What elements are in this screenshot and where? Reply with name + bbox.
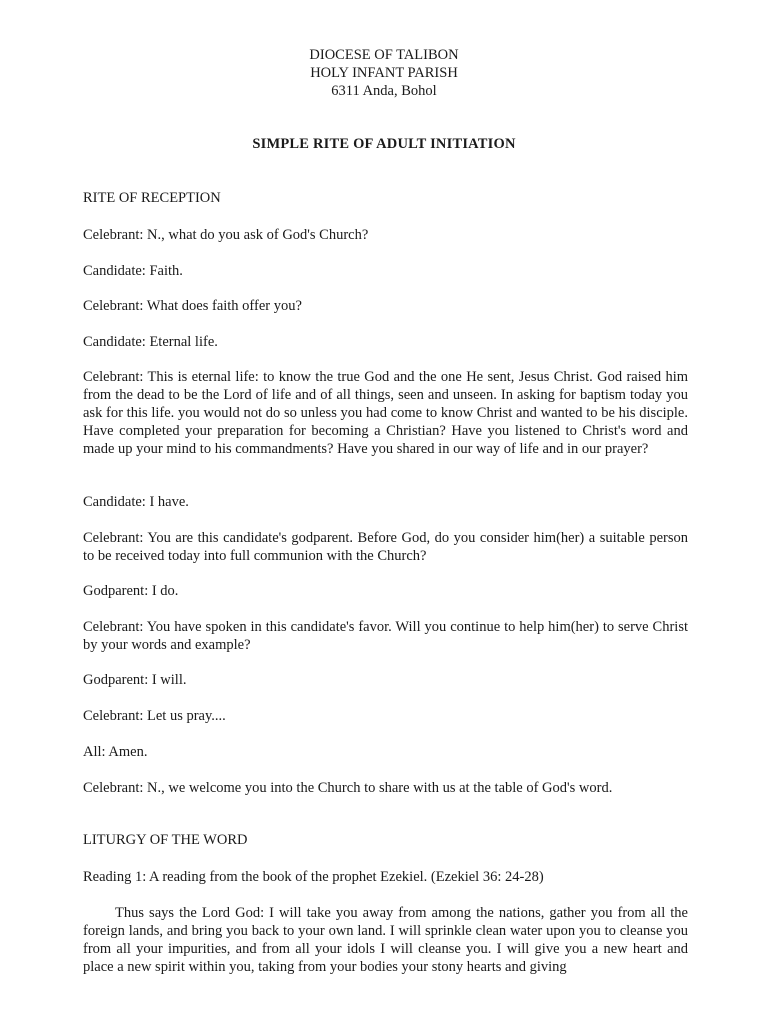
- dialogue-line: Celebrant: N., we welcome you into the Church to share with us at the table of God's word.: [83, 780, 613, 796]
- dialogue-line: Celebrant: N., what do you ask of God's Church?: [83, 227, 369, 243]
- document-title: SIMPLE RITE OF ADULT INITIATION: [252, 136, 516, 152]
- dialogue-paragraph: Celebrant: You are this candidate's godparent. Before God, do you consider him(her) a suitable person to be received today into full communion with the Church?: [83, 530, 688, 564]
- dialogue-line: Godparent: I will.: [83, 672, 187, 688]
- dialogue-line: Celebrant: What does faith offer you?: [83, 298, 302, 314]
- reading-citation: Reading 1: A reading from the book of the prophet Ezekiel. (Ezekiel 36: 24-28): [83, 869, 544, 885]
- dialogue-line: Candidate: Eternal life.: [83, 334, 218, 350]
- dialogue-paragraph: Celebrant: This is eternal life: to know the true God and the one He sent, Jesus Christ. God raised him from the dead to be the Lord of life and of all things, seen and unseen. In asking for baptism today you ask for this life. you would not do so unless you had come to know Christ and wanted to be his disciple. Have completed your preparation for becoming a Christian? Have you listened to Christ's word and made up your mind to his commandments? Have you shared in our way of life and in our prayer?: [83, 369, 688, 457]
- section-heading-liturgy-of-the-word: LITURGY OF THE WORD: [83, 832, 248, 848]
- parish-address: 6311 Anda, Bohol: [331, 83, 437, 99]
- dialogue-line: Candidate: I have.: [83, 494, 189, 510]
- section-heading-rite-of-reception: RITE OF RECEPTION: [83, 190, 221, 206]
- parish-name: HOLY INFANT PARISH: [310, 65, 458, 81]
- dialogue-paragraph: Celebrant: You have spoken in this candidate's favor. Will you continue to help him(her) to serve Christ by your words and example?: [83, 619, 688, 653]
- reading-text: Thus says the Lord God: I will take you away from among the nations, gather you from all the foreign lands, and bring you back to your own land. I will sprinkle clean water upon you to cleanse you from all your impurities, and from all your idols I will cleanse you. I will give you a new heart and place a new spirit within you, taking from your bodies your stony hearts and giving: [83, 905, 688, 975]
- diocese-name: DIOCESE OF TALIBON: [309, 47, 459, 63]
- dialogue-line: Candidate: Faith.: [83, 263, 183, 279]
- dialogue-line: Godparent: I do.: [83, 583, 179, 599]
- dialogue-line: All: Amen.: [83, 744, 148, 760]
- letterhead: [0, 46, 768, 100]
- dialogue-line: Celebrant: Let us pray....: [83, 708, 226, 724]
